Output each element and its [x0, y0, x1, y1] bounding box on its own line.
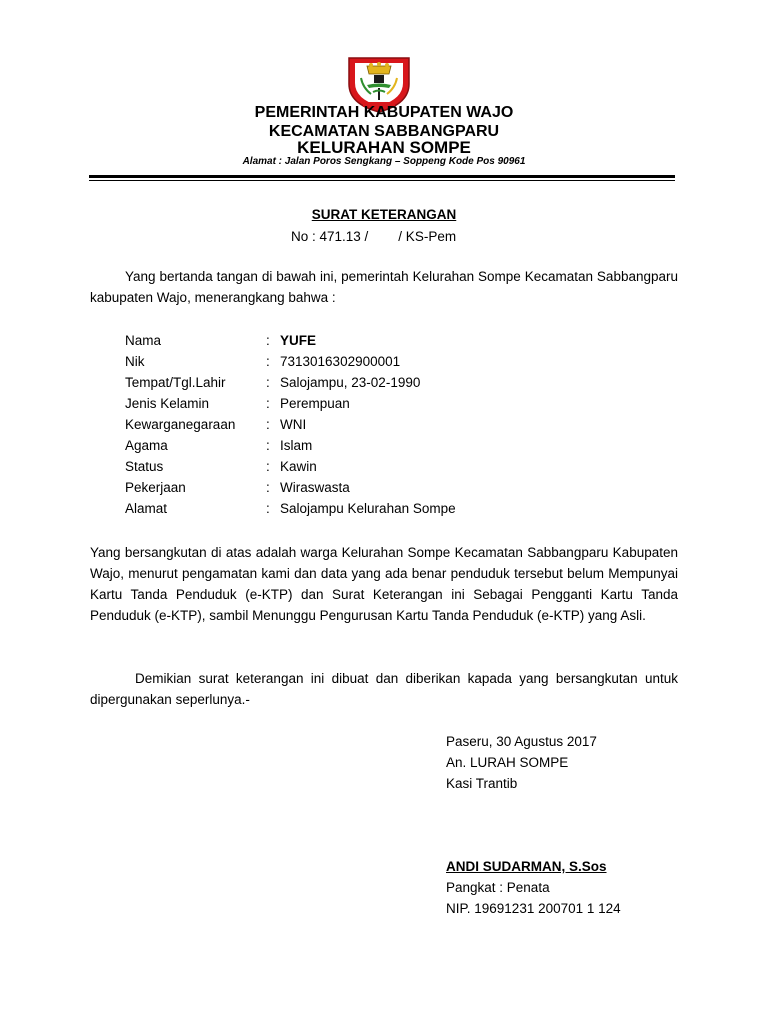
field-label: Kewarganegaraan	[125, 417, 236, 432]
field-label: Alamat	[125, 501, 168, 516]
on-behalf-of: An. LURAH SOMPE	[446, 755, 569, 770]
field-row	[125, 435, 456, 456]
header-address: Alamat : Jalan Poros Sengkang – Soppeng Kode Pos 90961	[242, 156, 526, 167]
field-colon: :	[266, 417, 270, 432]
field-value: WNI	[280, 417, 307, 432]
field-label: Nik	[125, 354, 145, 369]
field-value: Kawin	[280, 459, 317, 474]
field-row	[125, 372, 456, 393]
field-label: Nama	[125, 333, 162, 348]
letter-number: No : 471.13 / / KS-Pem	[291, 229, 457, 244]
field-colon: :	[266, 375, 270, 390]
field-colon: :	[266, 459, 270, 474]
header-government: PEMERINTAH KABUPATEN WAJO	[254, 104, 514, 121]
field-value: Salojampu Kelurahan Sompe	[280, 501, 456, 516]
signer-nip: NIP. 19691231 200701 1 124	[446, 901, 621, 916]
field-label: Pekerjaan	[125, 480, 186, 495]
field-colon: :	[266, 333, 270, 348]
field-row	[125, 330, 456, 351]
signature-block-bottom	[446, 856, 621, 919]
field-row	[125, 351, 456, 372]
field-value: 7313016302900001	[280, 354, 401, 369]
body-paragraph: Yang bersangkutan di atas adalah warga Kelurahan Sompe Kecamatan Sabbangparu Kabupaten Wajo, menurut pengamatan kami dan data yang ada benar penduduk tersebut belum Mempunyai Kartu Tanda Penduduk (e-KTP) dan Surat Keterangan ini Sebagai Pengganti Kartu Tanda Penduduk (e-KTP), sambil Menunggu Pengurusan Kartu Tanda Penduduk (e-KTP) yang Asli.	[90, 545, 678, 623]
field-label: Tempat/Tgl.Lahir	[125, 375, 226, 390]
field-label: Agama	[125, 438, 168, 453]
letter-title: SURAT KETERANGAN	[311, 207, 457, 222]
closing-paragraph: Demikian surat keterangan ini dibuat dan diberikan kapada yang bersangkutan untuk dipergunakan seperlunya.-	[90, 671, 678, 707]
field-row	[125, 477, 456, 498]
field-value: Wiraswasta	[280, 480, 350, 495]
field-value: Salojampu, 23-02-1990	[280, 375, 421, 390]
field-row	[125, 456, 456, 477]
field-value: YUFE	[280, 333, 317, 348]
header-divider-thin	[89, 180, 675, 181]
field-colon: :	[266, 396, 270, 411]
intro-paragraph: Yang bertanda tangan di bawah ini, pemerintah Kelurahan Sompe Kecamatan Sabbangparu kabupaten Wajo, menerangkang bahwa :	[90, 269, 678, 305]
field-value: Perempuan	[280, 396, 350, 411]
field-row	[125, 414, 456, 435]
field-row	[125, 393, 456, 414]
header-district: KECAMATAN SABBANGPARU	[268, 123, 500, 140]
identity-fields	[125, 330, 456, 519]
header-village: KELURAHAN SOMPE	[297, 138, 471, 157]
signer-position: Kasi Trantib	[446, 776, 518, 791]
field-colon: :	[266, 501, 270, 516]
field-label: Status	[125, 459, 164, 474]
field-colon: :	[266, 438, 270, 453]
place-date: Paseru, 30 Agustus 2017	[446, 734, 597, 749]
signature-block-top	[446, 731, 597, 794]
field-value: Islam	[280, 438, 313, 453]
field-colon: :	[266, 480, 270, 495]
signer-name: ANDI SUDARMAN, S.Sos	[446, 859, 607, 874]
header-divider-thick	[89, 175, 675, 178]
field-row	[125, 498, 456, 519]
field-colon: :	[266, 354, 270, 369]
signer-rank: Pangkat : Penata	[446, 880, 550, 895]
field-label: Jenis Kelamin	[125, 396, 210, 411]
